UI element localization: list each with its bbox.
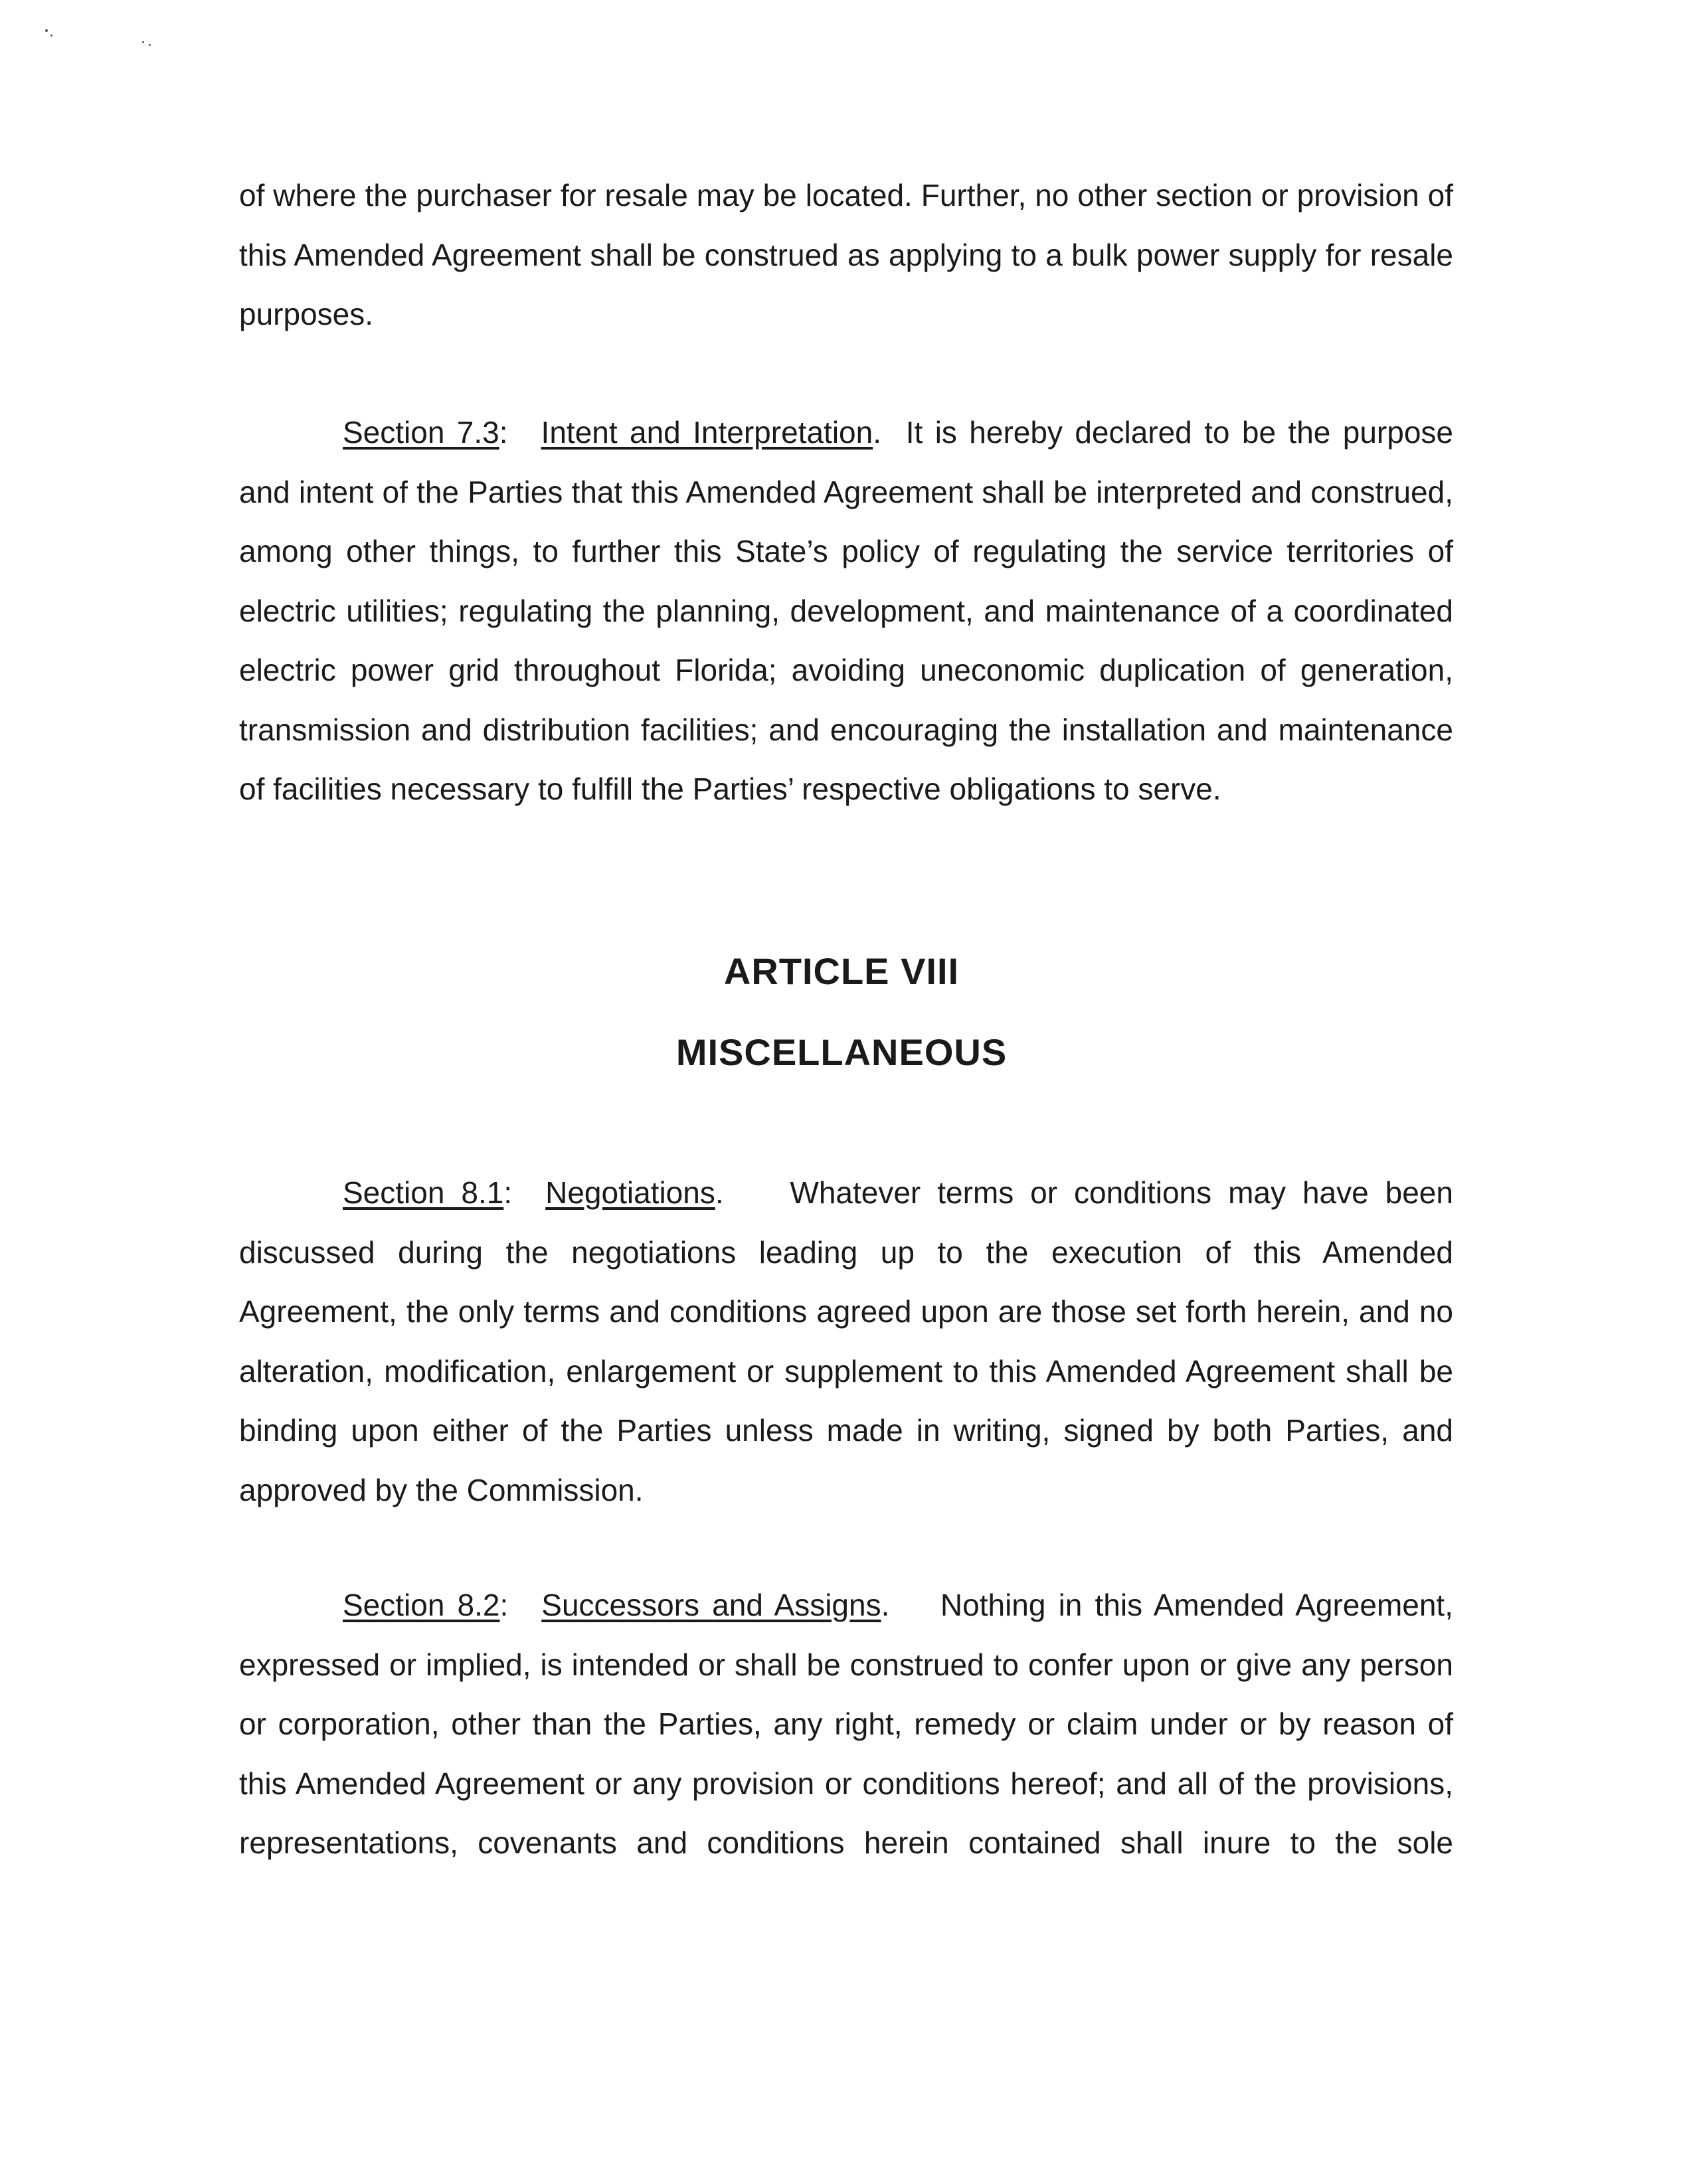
- section-colon: :: [503, 1175, 513, 1210]
- article-heading: ARTICLE VIII: [723, 950, 960, 992]
- title-period: .: [881, 1588, 940, 1622]
- section-8-2: [239, 1576, 1453, 1873]
- scan-mark: [142, 41, 144, 43]
- section-title: Successors and Assigns: [541, 1588, 881, 1622]
- title-period: .: [715, 1175, 790, 1210]
- section-number: Section 7.3: [343, 415, 499, 450]
- section-7-3: [239, 403, 1453, 819]
- continuation-paragraph: [239, 166, 1453, 345]
- section-title: Negotiations: [545, 1175, 715, 1210]
- section-body: It is hereby declared to be the purpose and intent of the Parties that this Amended Agreement shall be interpreted and construed, among other things, to further this State’s policy of regulating the service territories of electric utilities; regulating the planning, development, and maintenance of a coordinated electric power grid throughout Florida; avoiding uneconomic duplication of generation, transmission and distribution facilities; and encouraging the installation and maintenance of facilities necessary to fulfill the Parties’ respective obligations to serve.: [239, 415, 1453, 806]
- section-colon: :: [499, 415, 508, 450]
- scan-mark: [45, 29, 48, 32]
- section-body: Nothing in this Amended Agreement, expressed or implied, is intended or shall be construed to confer upon or give any person or corporation, other than the Parties, any right, remedy or claim under or by reason of this Amended Agreement or any provision or conditions hereof; and all of the provisions, representations, covenants and conditions herein contained shall inure to the sole: [239, 1588, 1453, 1860]
- section-title: Intent and Interpretation: [541, 415, 873, 450]
- section-number: Section 8.2: [343, 1588, 500, 1622]
- section-8-1: [239, 1163, 1453, 1520]
- paragraph-text: of where the purchaser for resale may be located. Further, no other section or provision of this Amended Agreement shall be construed as applying to a bulk power supply for resale purposes.: [239, 178, 1453, 331]
- section-number: Section 8.1: [343, 1175, 504, 1210]
- scan-mark: [149, 44, 151, 46]
- title-period: .: [873, 415, 906, 450]
- scan-mark: [50, 35, 52, 37]
- section-body: Whatever terms or conditions may have been discussed during the negotiations leading up to the execution of this Amended Agreement, the only terms and conditions agreed upon are those set forth herein, and no alteration, modification, enlargement or supplement to this Amended Agreement shall be binding upon either of the Parties unless made in writing, signed by both Parties, and approved by the Commission.: [239, 1175, 1453, 1507]
- section-colon: :: [499, 1588, 509, 1622]
- article-subheading: MISCELLANEOUS: [675, 1031, 1008, 1073]
